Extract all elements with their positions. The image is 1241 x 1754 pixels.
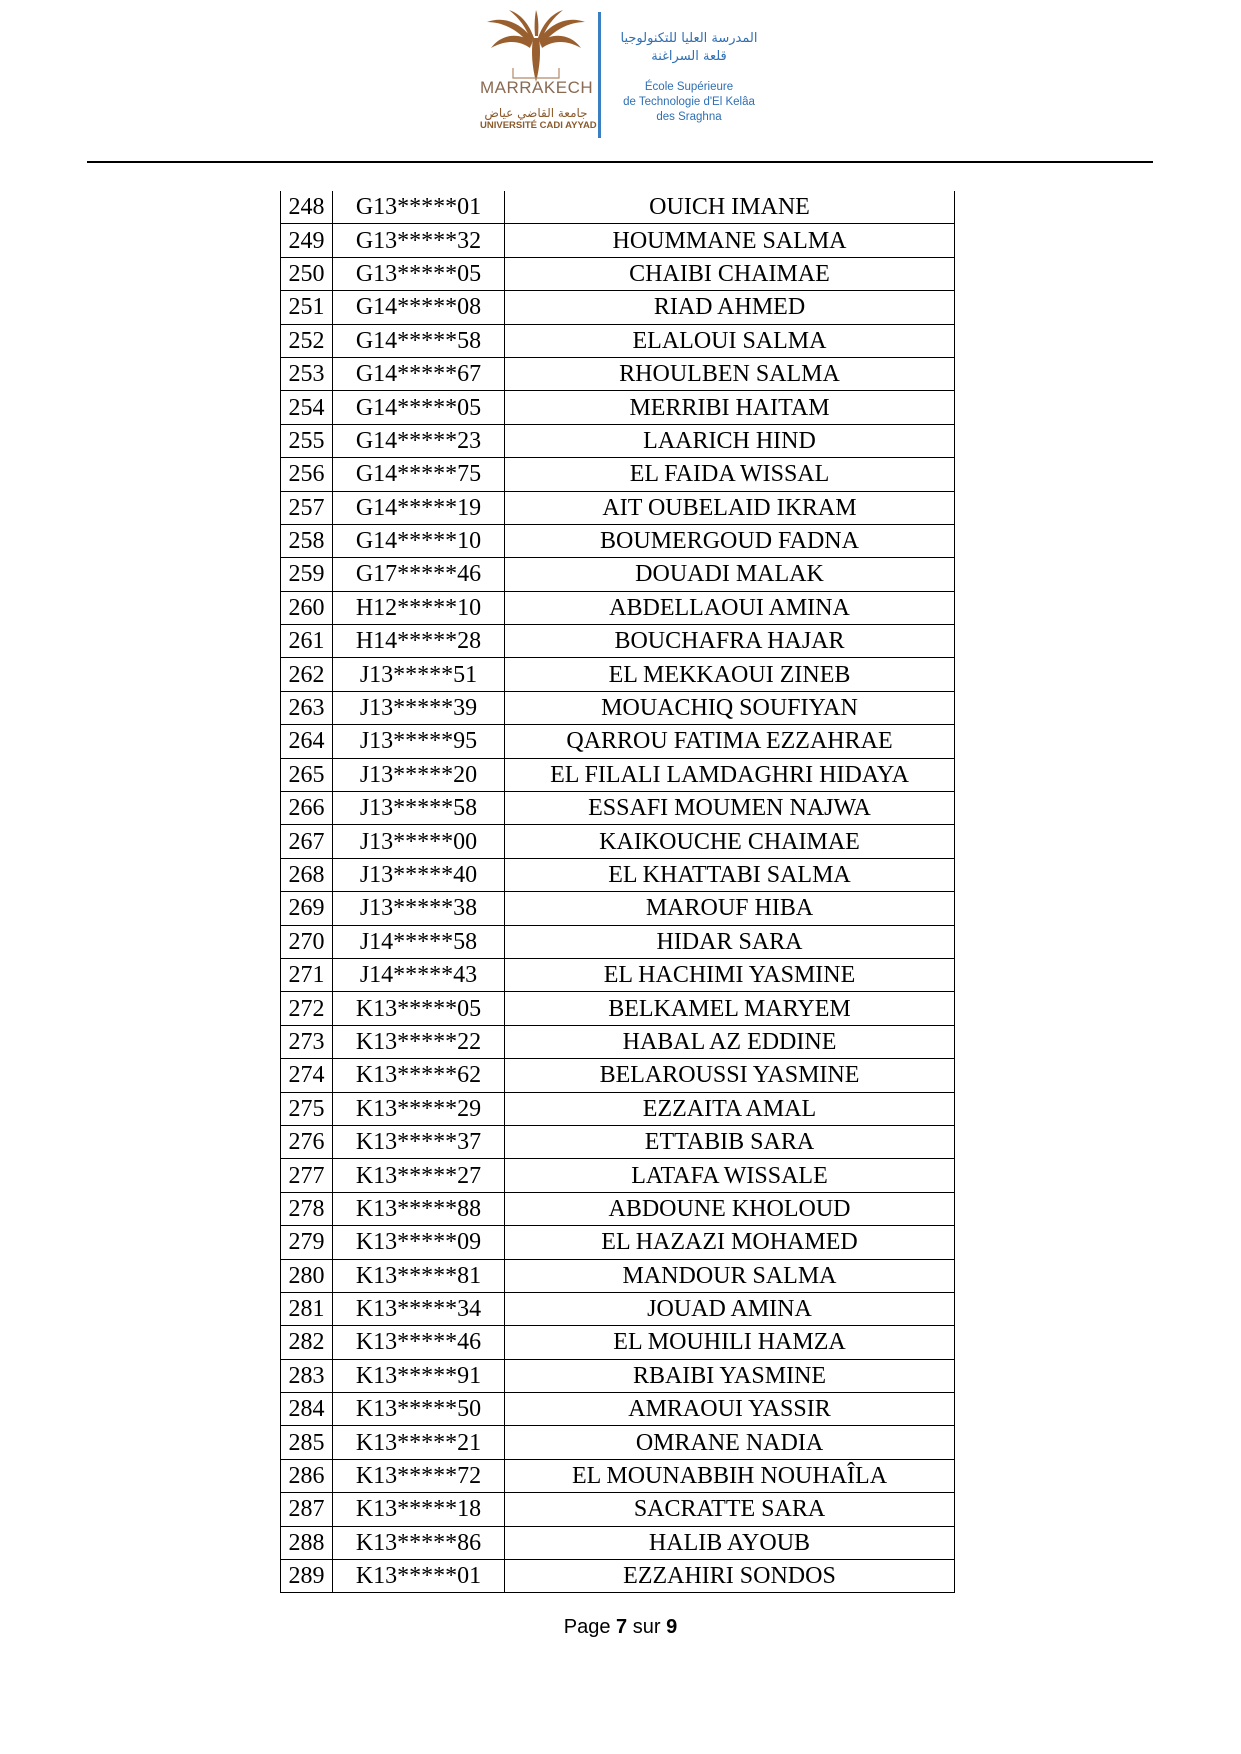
student-name-cell: RBAIBI YASMINE	[505, 1359, 955, 1392]
student-name-cell: HOUMMANE SALMA	[505, 224, 955, 257]
table-row	[281, 591, 955, 624]
student-name-cell: EL KHATTABI SALMA	[505, 858, 955, 891]
table-row	[281, 992, 955, 1025]
row-number-cell: 288	[281, 1526, 333, 1559]
student-name-cell: EL MEKKAOUI ZINEB	[505, 658, 955, 691]
row-number-cell: 250	[281, 257, 333, 290]
table-row	[281, 1326, 955, 1359]
student-code-cell: H12*****10	[333, 591, 505, 624]
student-list-table	[280, 191, 955, 1593]
student-code-cell: G14*****58	[333, 324, 505, 357]
row-number-cell: 277	[281, 1159, 333, 1192]
row-number-cell: 289	[281, 1560, 333, 1593]
student-code-cell: K13*****81	[333, 1259, 505, 1292]
table-row	[281, 1393, 955, 1426]
table-row	[281, 324, 955, 357]
table-row	[281, 825, 955, 858]
table-row	[281, 1125, 955, 1158]
student-code-cell: J14*****58	[333, 925, 505, 958]
row-number-cell: 259	[281, 558, 333, 591]
student-name-cell: BOUMERGOUD FADNA	[505, 524, 955, 557]
table-row	[281, 424, 955, 457]
student-name-cell: KAIKOUCHE CHAIMAE	[505, 825, 955, 858]
row-number-cell: 256	[281, 458, 333, 491]
student-name-cell: EL MOUHILI HAMZA	[505, 1326, 955, 1359]
row-number-cell: 266	[281, 792, 333, 825]
logo-divider	[598, 12, 601, 138]
student-name-cell: RIAD AHMED	[505, 291, 955, 324]
table-row	[281, 758, 955, 791]
table-row	[281, 1560, 955, 1593]
student-code-cell: K13*****34	[333, 1292, 505, 1325]
student-name-cell: HALIB AYOUB	[505, 1526, 955, 1559]
university-arabic-name: جامعة القاضي عياض	[484, 106, 588, 120]
student-code-cell: J13*****00	[333, 825, 505, 858]
row-number-cell: 251	[281, 291, 333, 324]
student-name-cell: EL FILALI LAMDAGHRI HIDAYA	[505, 758, 955, 791]
student-code-cell: G14*****75	[333, 458, 505, 491]
student-code-cell: G17*****46	[333, 558, 505, 591]
student-name-cell: DOUADI MALAK	[505, 558, 955, 591]
row-number-cell: 271	[281, 958, 333, 991]
table-row	[281, 1059, 955, 1092]
student-code-cell: J13*****51	[333, 658, 505, 691]
table-row	[281, 291, 955, 324]
row-number-cell: 268	[281, 858, 333, 891]
table-row	[281, 925, 955, 958]
student-code-cell: K13*****86	[333, 1526, 505, 1559]
student-name-cell: HABAL AZ EDDINE	[505, 1025, 955, 1058]
table-row	[281, 725, 955, 758]
student-list-body	[281, 191, 955, 1593]
student-name-cell: SACRATTE SARA	[505, 1493, 955, 1526]
student-code-cell: G14*****23	[333, 424, 505, 457]
row-number-cell: 281	[281, 1292, 333, 1325]
student-name-cell: JOUAD AMINA	[505, 1292, 955, 1325]
student-code-cell: H14*****28	[333, 625, 505, 658]
student-code-cell: J13*****39	[333, 691, 505, 724]
student-code-cell: K13*****88	[333, 1192, 505, 1225]
table-row	[281, 858, 955, 891]
row-number-cell: 257	[281, 491, 333, 524]
student-name-cell: RHOULBEN SALMA	[505, 357, 955, 390]
student-code-cell: J13*****40	[333, 858, 505, 891]
table-row	[281, 524, 955, 557]
table-row	[281, 1292, 955, 1325]
table-row	[281, 1025, 955, 1058]
student-name-cell: BELAROUSSI YASMINE	[505, 1059, 955, 1092]
row-number-cell: 279	[281, 1226, 333, 1259]
row-number-cell: 283	[281, 1359, 333, 1392]
table-row	[281, 1192, 955, 1225]
table-row	[281, 391, 955, 424]
row-number-cell: 276	[281, 1125, 333, 1158]
row-number-cell: 274	[281, 1059, 333, 1092]
table-row	[281, 1526, 955, 1559]
student-code-cell: K13*****09	[333, 1226, 505, 1259]
school-arabic-line1: المدرسة العليا للتكنولوجيا	[620, 31, 758, 46]
table-row	[281, 191, 955, 224]
student-name-cell: QARROU FATIMA EZZAHRAE	[505, 725, 955, 758]
row-number-cell: 253	[281, 357, 333, 390]
row-number-cell: 269	[281, 892, 333, 925]
student-code-cell: K13*****46	[333, 1326, 505, 1359]
table-row	[281, 892, 955, 925]
row-number-cell: 255	[281, 424, 333, 457]
table-row	[281, 1493, 955, 1526]
student-code-cell: K13*****72	[333, 1459, 505, 1492]
row-number-cell: 273	[281, 1025, 333, 1058]
school-logo	[604, 30, 774, 125]
student-code-cell: J13*****38	[333, 892, 505, 925]
student-name-cell: ABDELLAOUI AMINA	[505, 591, 955, 624]
row-number-cell: 252	[281, 324, 333, 357]
row-number-cell: 248	[281, 191, 333, 224]
row-number-cell: 282	[281, 1326, 333, 1359]
table-row	[281, 1159, 955, 1192]
student-code-cell: K13*****27	[333, 1159, 505, 1192]
row-number-cell: 284	[281, 1393, 333, 1426]
student-code-cell: K13*****37	[333, 1125, 505, 1158]
row-number-cell: 272	[281, 992, 333, 1025]
student-name-cell: MERRIBI HAITAM	[505, 391, 955, 424]
table-row	[281, 1459, 955, 1492]
table-row	[281, 691, 955, 724]
row-number-cell: 258	[281, 524, 333, 557]
student-code-cell: K13*****01	[333, 1560, 505, 1593]
student-code-cell: G14*****05	[333, 391, 505, 424]
student-name-cell: EL HAZAZI MOHAMED	[505, 1226, 955, 1259]
student-code-cell: J13*****95	[333, 725, 505, 758]
student-code-cell: K13*****18	[333, 1493, 505, 1526]
student-name-cell: HIDAR SARA	[505, 925, 955, 958]
table-row	[281, 1359, 955, 1392]
header-rule	[87, 161, 1153, 163]
row-number-cell: 275	[281, 1092, 333, 1125]
student-code-cell: G13*****05	[333, 257, 505, 290]
student-name-cell: CHAIBI CHAIMAE	[505, 257, 955, 290]
student-name-cell: LATAFA WISSALE	[505, 1159, 955, 1192]
student-name-cell: ETTABIB SARA	[505, 1125, 955, 1158]
row-number-cell: 285	[281, 1426, 333, 1459]
row-number-cell: 261	[281, 625, 333, 658]
student-name-cell: OUICH IMANE	[505, 191, 955, 224]
student-name-cell: BOUCHAFRA HAJAR	[505, 625, 955, 658]
student-name-cell: EZZAHIRI SONDOS	[505, 1560, 955, 1593]
table-row	[281, 558, 955, 591]
school-french-line2: de Technologie d'El Kelâa	[623, 96, 755, 108]
row-number-cell: 254	[281, 391, 333, 424]
table-row	[281, 1226, 955, 1259]
student-name-cell: OMRANE NADIA	[505, 1426, 955, 1459]
table-row	[281, 792, 955, 825]
student-code-cell: J13*****20	[333, 758, 505, 791]
student-code-cell: G14*****10	[333, 524, 505, 557]
student-name-cell: LAARICH HIND	[505, 424, 955, 457]
student-name-cell: MAROUF HIBA	[505, 892, 955, 925]
total-pages-number: 9	[666, 1616, 678, 1638]
row-number-cell: 270	[281, 925, 333, 958]
student-name-cell: AIT OUBELAID IKRAM	[505, 491, 955, 524]
city-name: MARRAKECH	[480, 78, 594, 97]
student-code-cell: G13*****01	[333, 191, 505, 224]
student-name-cell: EZZAITA AMAL	[505, 1092, 955, 1125]
student-name-cell: BELKAMEL MARYEM	[505, 992, 955, 1025]
student-name-cell: ESSAFI MOUMEN NAJWA	[505, 792, 955, 825]
table-row	[281, 458, 955, 491]
student-code-cell: J14*****43	[333, 958, 505, 991]
university-french-name: UNIVERSITÉ CADI AYYAD	[480, 120, 597, 131]
row-number-cell: 267	[281, 825, 333, 858]
row-number-cell: 287	[281, 1493, 333, 1526]
document-header	[0, 0, 1241, 160]
table-row	[281, 958, 955, 991]
table-row	[281, 625, 955, 658]
student-code-cell: K13*****50	[333, 1393, 505, 1426]
table-row	[281, 1426, 955, 1459]
school-french-line1: École Supérieure	[644, 81, 734, 93]
row-number-cell: 249	[281, 224, 333, 257]
table-row	[281, 257, 955, 290]
student-code-cell: K13*****62	[333, 1059, 505, 1092]
row-number-cell: 286	[281, 1459, 333, 1492]
student-code-cell: K13*****22	[333, 1025, 505, 1058]
table-row	[281, 658, 955, 691]
table-row	[281, 1092, 955, 1125]
student-code-cell: K13*****21	[333, 1426, 505, 1459]
row-number-cell: 260	[281, 591, 333, 624]
student-name-cell: MOUACHIQ SOUFIYAN	[505, 691, 955, 724]
row-number-cell: 265	[281, 758, 333, 791]
student-code-cell: G14*****19	[333, 491, 505, 524]
student-name-cell: ABDOUNE KHOLOUD	[505, 1192, 955, 1225]
student-code-cell: K13*****05	[333, 992, 505, 1025]
page-word: Page	[563, 1616, 611, 1638]
row-number-cell: 263	[281, 691, 333, 724]
student-name-cell: EL MOUNABBIH NOUHAÎLA	[505, 1459, 955, 1492]
table-row	[281, 224, 955, 257]
row-number-cell: 280	[281, 1259, 333, 1292]
student-name-cell: MANDOUR SALMA	[505, 1259, 955, 1292]
school-arabic-line2: قلعة السراغنة	[651, 49, 727, 64]
student-name-cell: EL FAIDA WISSAL	[505, 458, 955, 491]
student-code-cell: J13*****58	[333, 792, 505, 825]
student-code-cell: K13*****91	[333, 1359, 505, 1392]
student-code-cell: G13*****32	[333, 224, 505, 257]
row-number-cell: 278	[281, 1192, 333, 1225]
table-row	[281, 357, 955, 390]
student-name-cell: ELALOUI SALMA	[505, 324, 955, 357]
student-name-cell: EL HACHIMI YASMINE	[505, 958, 955, 991]
row-number-cell: 262	[281, 658, 333, 691]
of-word: sur	[632, 1616, 661, 1638]
student-code-cell: G14*****67	[333, 357, 505, 390]
current-page-number: 7	[616, 1616, 628, 1638]
student-code-cell: G14*****08	[333, 291, 505, 324]
page-footer	[0, 1616, 1241, 1639]
school-french-line3: des Sraghna	[656, 111, 722, 123]
palm-logo-icon	[483, 8, 589, 84]
student-code-cell: K13*****29	[333, 1092, 505, 1125]
student-name-cell: AMRAOUI YASSIR	[505, 1393, 955, 1426]
row-number-cell: 264	[281, 725, 333, 758]
university-logo	[480, 8, 597, 140]
table-row	[281, 491, 955, 524]
table-row	[281, 1259, 955, 1292]
